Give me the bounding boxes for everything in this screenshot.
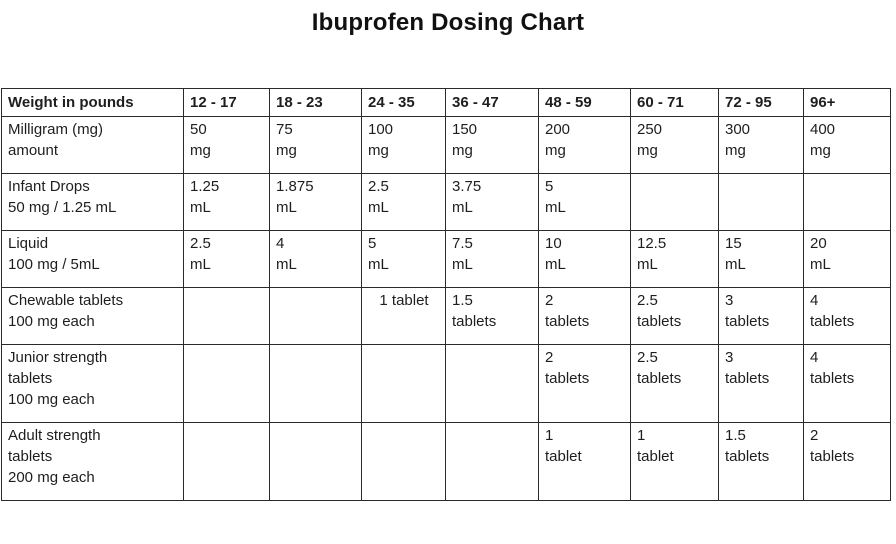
dose-cell: 10 mL [539,231,631,288]
dose-cell: 2.5 mL [362,174,446,231]
table-row-chewable [2,288,891,345]
row-label: Milligram (mg) amount [2,117,184,174]
dose-cell: 4 mL [270,231,362,288]
dose-cell [362,345,446,423]
dose-cell: 3 tablets [719,288,804,345]
dose-cell [446,345,539,423]
dose-cell: 50 mg [184,117,270,174]
dose-cell: 5 mL [362,231,446,288]
dose-cell: 200 mg [539,117,631,174]
dose-cell: 20 mL [804,231,891,288]
dose-cell: 75 mg [270,117,362,174]
table-row-junior-strength [2,345,891,423]
dose-cell: 2 tablets [539,345,631,423]
dose-cell: 300 mg [719,117,804,174]
dose-cell [184,423,270,501]
dose-cell: 250 mg [631,117,719,174]
table-row-liquid [2,231,891,288]
dose-cell: 1 tablet [539,423,631,501]
dose-cell: 150 mg [446,117,539,174]
dose-cell: 7.5 mL [446,231,539,288]
dose-cell: 2.5 tablets [631,345,719,423]
dose-cell: 2.5 mL [184,231,270,288]
dose-cell: 12.5 mL [631,231,719,288]
dosing-table [1,88,891,501]
dose-cell: 1.875 mL [270,174,362,231]
dose-cell [362,423,446,501]
dose-cell [184,345,270,423]
header-label: Weight in pounds [2,89,184,117]
header-weight-range: 60 - 71 [631,89,719,117]
row-label: Chewable tablets 100 mg each [2,288,184,345]
dose-cell: 5 mL [539,174,631,231]
dose-cell [270,423,362,501]
row-label: Adult strength tablets 200 mg each [2,423,184,501]
dose-cell: 1.5 tablets [719,423,804,501]
table-row-milligram [2,117,891,174]
dose-cell [804,174,891,231]
dose-cell: 2 tablets [804,423,891,501]
dose-cell: 2.5 tablets [631,288,719,345]
dose-cell: 100 mg [362,117,446,174]
dose-cell [446,423,539,501]
row-label: Junior strength tablets 100 mg each [2,345,184,423]
dose-cell: 15 mL [719,231,804,288]
dose-cell: 4 tablets [804,288,891,345]
dose-cell: 2 tablets [539,288,631,345]
dose-cell: 400 mg [804,117,891,174]
table-row-adult-strength [2,423,891,501]
header-weight-range: 12 - 17 [184,89,270,117]
table-header-row [2,89,891,117]
header-weight-range: 96+ [804,89,891,117]
dose-cell: 1.25 mL [184,174,270,231]
header-weight-range: 24 - 35 [362,89,446,117]
dose-cell: 1.5 tablets [446,288,539,345]
dose-cell: 1 tablet [631,423,719,501]
header-weight-range: 72 - 95 [719,89,804,117]
header-weight-range: 36 - 47 [446,89,539,117]
row-label: Liquid 100 mg / 5mL [2,231,184,288]
table-row-infant-drops [2,174,891,231]
dose-cell [719,174,804,231]
dose-cell: 3 tablets [719,345,804,423]
header-weight-range: 18 - 23 [270,89,362,117]
dose-cell: 1 tablet [362,288,446,345]
dose-cell: 3.75 mL [446,174,539,231]
header-weight-range: 48 - 59 [539,89,631,117]
dose-cell [631,174,719,231]
dose-cell [184,288,270,345]
dose-cell [270,288,362,345]
dose-cell: 4 tablets [804,345,891,423]
row-label: Infant Drops 50 mg / 1.25 mL [2,174,184,231]
dose-cell [270,345,362,423]
page-title: Ibuprofen Dosing Chart [311,9,585,36]
